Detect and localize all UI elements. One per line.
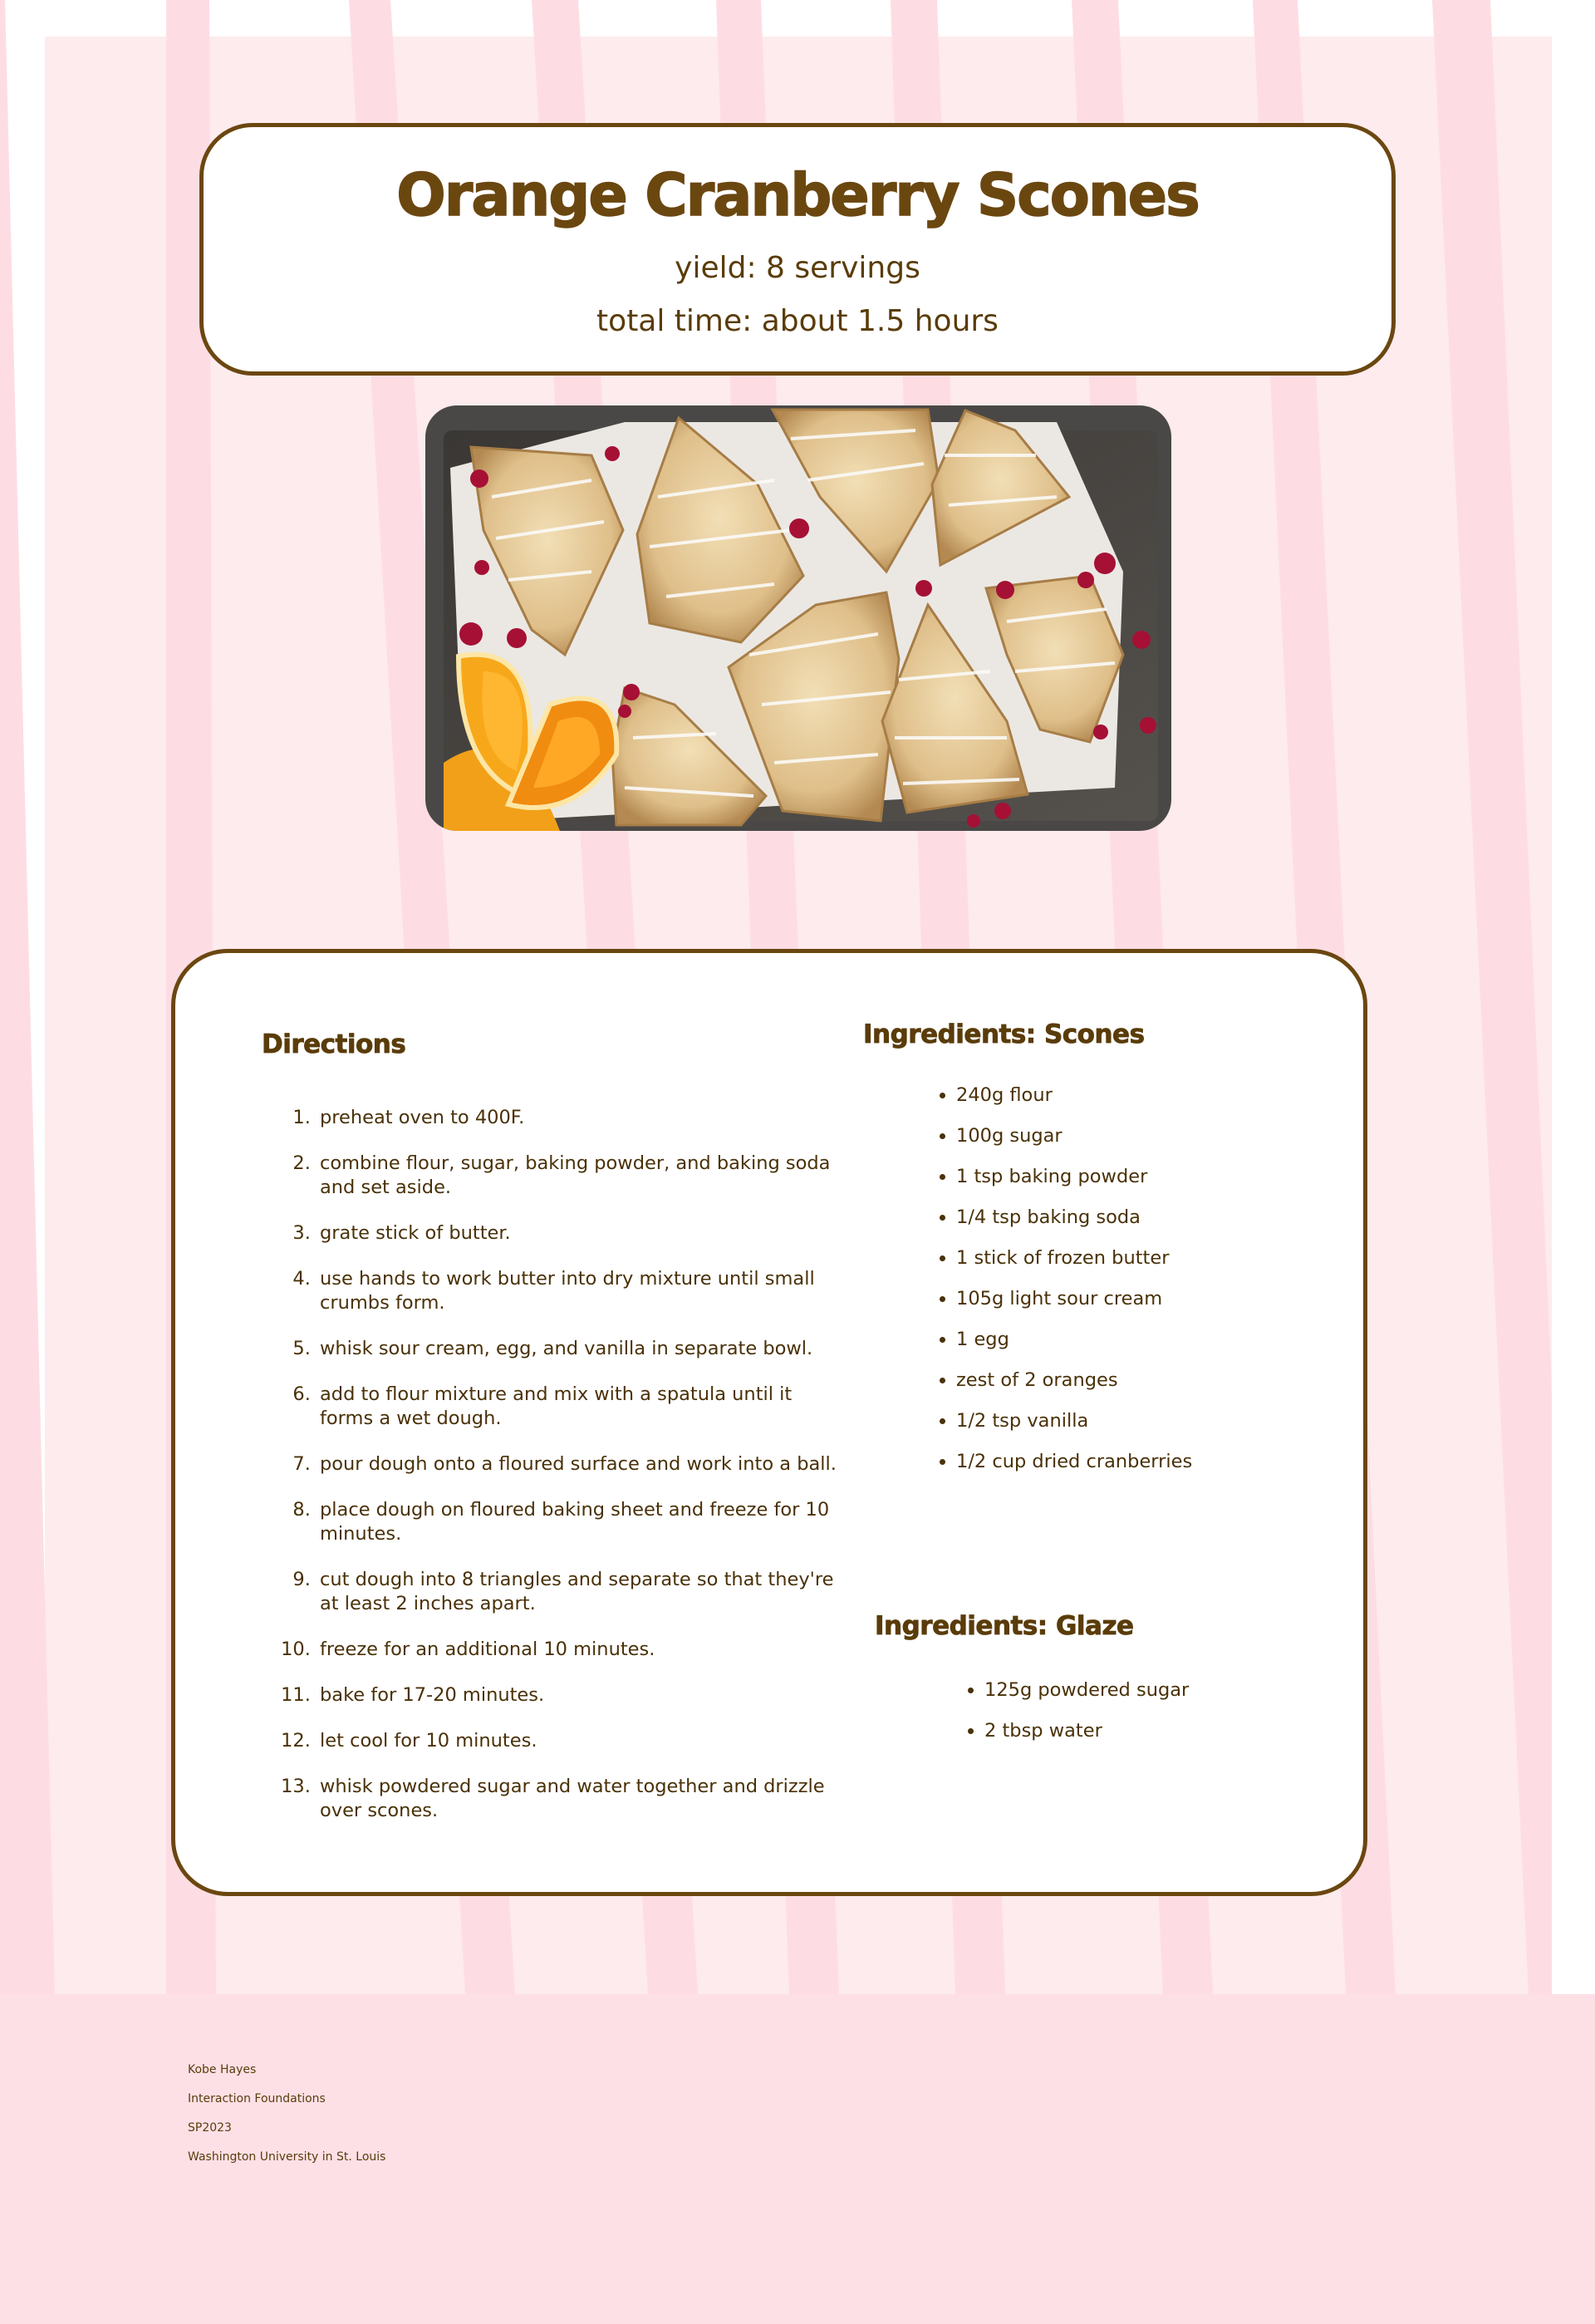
- directions-heading: Directions: [262, 1029, 406, 1059]
- glaze-ingredients-list: [984, 1678, 1189, 1760]
- ingredient-item: • 1 egg: [956, 1328, 1192, 1368]
- direction-step: 4. use hands to work butter into dry mixture until small crumbs form.: [317, 1267, 848, 1315]
- directions-list: [262, 1106, 848, 1845]
- ingredient-item: • 1 tsp baking powder: [956, 1165, 1192, 1206]
- direction-step: 2. combine flour, sugar, baking powder, and baking soda and set aside.: [317, 1152, 848, 1200]
- ingredient-item: • 1/2 tsp vanilla: [956, 1409, 1192, 1450]
- direction-step: 10. freeze for an additional 10 minutes.: [317, 1638, 848, 1662]
- ingredient-item: • 1 stick of frozen butter: [956, 1246, 1192, 1287]
- ingredients-scones-heading: Ingredients: Scones: [863, 1020, 1145, 1049]
- ingredient-item: • 105g light sour cream: [956, 1287, 1192, 1328]
- scones-illustration: [425, 405, 1171, 831]
- direction-step: 13. whisk powdered sugar and water together and drizzle over scones.: [317, 1775, 848, 1823]
- scones-photo: [425, 405, 1171, 831]
- direction-step: 5. whisk sour cream, egg, and vanilla in separate bowl.: [317, 1337, 848, 1361]
- footer-course: Interaction Foundations: [188, 2092, 326, 2105]
- direction-step: 8. place dough on floured baking sheet and freeze for 10 minutes.: [317, 1498, 848, 1546]
- footer-author: Kobe Hayes: [188, 2063, 257, 2076]
- recipe-header-card: [199, 123, 1396, 376]
- direction-step: 6. add to flour mixture and mix with a spatula until it forms a wet dough.: [317, 1383, 848, 1431]
- direction-step: 7. pour dough onto a floured surface and work into a ball.: [317, 1452, 848, 1476]
- page-footer: [0, 1994, 1595, 2324]
- ingredients-glaze-heading: Ingredients: Glaze: [875, 1611, 1134, 1641]
- ingredient-item: • zest of 2 oranges: [956, 1368, 1192, 1409]
- direction-step: 3. grate stick of butter.: [317, 1221, 848, 1246]
- recipe-title: Orange Cranberry Scones: [396, 161, 1199, 229]
- ingredient-item: • 100g sugar: [956, 1124, 1192, 1165]
- recipe-yield: yield: 8 servings: [675, 251, 920, 285]
- footer-school: Washington University in St. Louis: [188, 2150, 386, 2164]
- direction-step: 11. bake for 17-20 minutes.: [317, 1683, 848, 1707]
- direction-step: 9. cut dough into 8 triangles and separate so that they're at least 2 inches apart.: [317, 1568, 848, 1616]
- recipe-total-time: total time: about 1.5 hours: [596, 304, 999, 338]
- scones-ingredients-list: [956, 1083, 1192, 1491]
- ingredient-item: • 240g flour: [956, 1083, 1192, 1124]
- ingredient-item: • 2 tbsp water: [984, 1719, 1189, 1760]
- ingredient-item: • 125g powdered sugar: [984, 1678, 1189, 1719]
- footer-term: SP2023: [188, 2121, 232, 2135]
- recipe-details-card: [171, 949, 1367, 1896]
- direction-step: 1. preheat oven to 400F.: [317, 1106, 848, 1130]
- ingredient-item: • 1/4 tsp baking soda: [956, 1206, 1192, 1246]
- ingredient-item: • 1/2 cup dried cranberries: [956, 1450, 1192, 1491]
- direction-step: 12. let cool for 10 minutes.: [317, 1729, 848, 1753]
